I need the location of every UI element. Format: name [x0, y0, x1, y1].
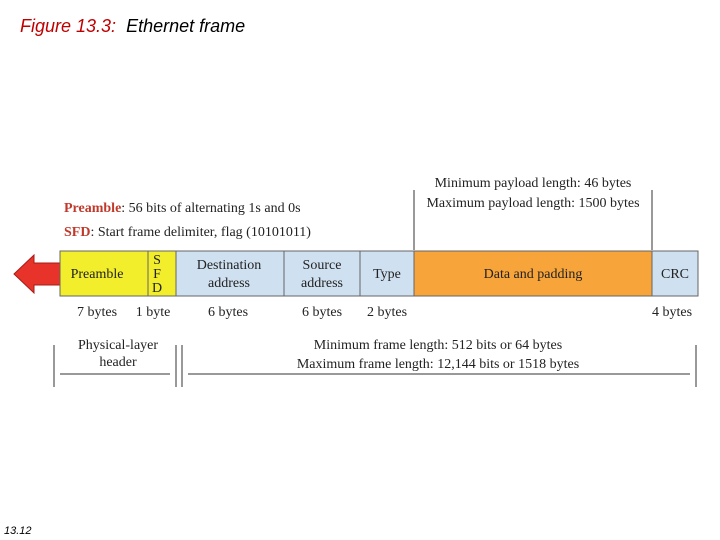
transmission-direction-arrow-icon — [14, 255, 62, 293]
field-destination-label-1: Destination — [196, 258, 262, 273]
size-type: 2 bytes — [366, 305, 408, 320]
sfd-term: SFD — [64, 225, 91, 240]
field-source-label-1: Source — [302, 258, 342, 273]
sfd-desc: : Start frame delimiter, flag (10101011) — [90, 225, 311, 240]
max-payload-label: Maximum payload length: 1500 bytes — [426, 196, 640, 211]
field-source-label-2: address — [301, 276, 343, 291]
field-type-label: Type — [373, 267, 401, 282]
sfd-annotation — [64, 225, 311, 240]
page-number: 13.12 — [4, 525, 32, 537]
size-source: 6 bytes — [301, 305, 343, 320]
field-sfd-label-s: S — [153, 253, 161, 268]
size-sfd: 1 byte — [135, 305, 171, 320]
max-frame-length-label: Maximum frame length: 12,144 bits or 1518 bytes — [296, 357, 580, 372]
min-frame-length-label: Minimum frame length: 512 bits or 64 bytes — [313, 338, 563, 353]
figure-number: Figure 13.3: — [20, 16, 117, 36]
field-preamble-label: Preamble — [70, 267, 124, 282]
preamble-desc: : 56 bits of alternating 1s and 0s — [121, 201, 301, 216]
size-preamble: 7 bytes — [76, 305, 118, 320]
field-data-label: Data and padding — [483, 267, 583, 282]
field-sfd-label-d: D — [151, 281, 163, 296]
physical-header-label-1: Physical-layer — [77, 338, 159, 353]
size-crc: 4 bytes — [651, 305, 693, 320]
size-destination: 6 bytes — [207, 305, 249, 320]
figure-caption: Ethernet frame — [126, 16, 246, 36]
preamble-term: Preamble — [64, 201, 122, 216]
min-payload-label: Minimum payload length: 46 bytes — [434, 176, 632, 191]
field-destination-label-2: address — [208, 276, 250, 291]
field-sfd-label-f: F — [153, 267, 161, 282]
field-crc-label: CRC — [660, 267, 690, 282]
physical-header-label-2: header — [99, 355, 137, 370]
preamble-annotation — [64, 201, 301, 216]
